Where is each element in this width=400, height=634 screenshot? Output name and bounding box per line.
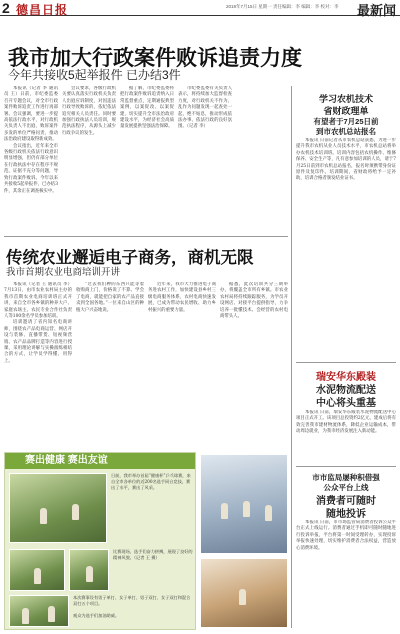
lead-paragraph: 会议指出，近年来全市各级行政机关依法行政意识明显增强，但仍有部分单位在行政执法中存在程序不规范、证据不充分等问题，导致行政案件败诉。今年以来共接收5起举报件，已办结3件，其余正在调查核实中。 bbox=[4, 143, 58, 194]
sidebar-top-title-3: 有望者于7月25日前 bbox=[313, 117, 379, 126]
second-paragraph: 本报讯（记者 王 通讯员 李）7月13日，由市农业农村局主办的我市首期农业电商培训班正式开讲，来自全市各乡镇的种养大户、家庭农场主、农民专业合作社负责人等100余名学员参加培训。 bbox=[4, 282, 72, 320]
second-column-4 bbox=[220, 282, 288, 448]
lead-paragraph: 本报讯（记者 李 通讯员 王）日前，市纪委监委召开专题会议，对全市行政案件败诉追责工作进行再部署。会议强调，要进一步提高依法行政水平，对行政机关负责人不出庭、败诉案件多发的单位严格问责，推动法治政府建设取得新成效。 bbox=[4, 86, 58, 143]
sidebar-bot-title-2: 公众平台上线 bbox=[323, 483, 369, 492]
person-figure bbox=[48, 606, 55, 622]
sidebar-divider-2 bbox=[296, 466, 396, 467]
lead-column-3 bbox=[120, 86, 174, 232]
sidebar-paragraph: 本报讯 日前，瑞安华东殿装水泥物流配送中心项目正式开工。该项目总投资约2亿元，建成后将有效完善我市建材物流体系，降低企业运输成本，带动周边就业，为我市经济发展注入新动能。 bbox=[296, 410, 396, 435]
lead-column-4 bbox=[178, 86, 232, 232]
second-column-1 bbox=[4, 282, 72, 448]
sidebar-top-body bbox=[296, 138, 396, 354]
person-figure bbox=[239, 589, 246, 605]
second-column-2 bbox=[76, 282, 144, 448]
second-paragraph: 据悉，此次培训共分三期举办，将覆盖全市所有乡镇。市农业农村局将持续跟踪服务，为学员开设网店、对接平台提供指导，力争培养一批懂技术、会经营的农村电商带头人。 bbox=[220, 282, 288, 320]
masthead bbox=[0, 0, 400, 16]
sidebar-divider bbox=[291, 86, 292, 628]
sidebar-mid-title-2: 水泥物流配送 bbox=[316, 385, 376, 396]
sidebar-mid-title-3: 中心将头重基 bbox=[316, 398, 376, 409]
person-figure bbox=[265, 505, 272, 521]
photo-caption-3: 本次赛事设有男子单打、女子单打、男子双打、女子双打和混合双打五个项目。 bbox=[73, 595, 191, 606]
person-figure bbox=[86, 566, 93, 582]
page-number: 2 bbox=[2, 0, 10, 16]
person-figure bbox=[40, 508, 47, 524]
section-divider bbox=[4, 236, 288, 237]
person-figure bbox=[221, 503, 228, 519]
sidebar-top-title-4: 到市农机总站报名 bbox=[316, 127, 376, 136]
sidebar-bot-title-1: 市市监局屡种积借强 bbox=[312, 473, 380, 482]
photo-6 bbox=[200, 558, 288, 628]
lead-paragraph: 会议要求，各级行政机关要认真落实行政机关负责人出庭应诉制度，对因违法行政导致败诉的，依纪依法追究相关人员责任。同时要加强行政执法人员培训，规范执法程序，从源头上减少行政争议的发生。 bbox=[62, 86, 116, 136]
person-figure bbox=[34, 568, 41, 584]
sidebar-top-title-2: 省财政理单 bbox=[323, 106, 369, 116]
photo-2 bbox=[9, 549, 65, 591]
photo-caption-4: 观众为选手们加油助威。 bbox=[73, 613, 120, 618]
sidebar-paragraph: 本报讯 日前记者从市农机总站获悉，为进一步提升我市农机从业人员技术水平，市农机总站将举办农机技术培训班。培训内容包括农机操作、维修保养、安全生产等，凡有意参加培训的人员，请于7月25日前到市农机总站报名，报名时须携带身份证原件及复印件。培训期间，省财政将给予一定补助，培训合格者颁发结业证书。 bbox=[296, 138, 396, 182]
lead-column-2 bbox=[62, 86, 116, 232]
lead-column-1 bbox=[4, 86, 58, 232]
photo-1 bbox=[9, 473, 107, 543]
photo-feature bbox=[4, 452, 196, 630]
sidebar-bot-title-4: 随地投诉 bbox=[326, 509, 366, 520]
photo-caption-1: 日前，我市举办首届“健康杯”乒乓球赛，来自全市各单位的近200名选手同台竞技，赛出了水平，赛出了风采。 bbox=[111, 473, 191, 490]
lead-subhead: 今年共接收5起举报件 已办结3件 bbox=[8, 68, 181, 82]
photo-banner: 赛出健康 赛出友谊 bbox=[5, 453, 195, 469]
section-name: 最新闻 bbox=[356, 3, 396, 18]
person-figure bbox=[22, 608, 29, 624]
sidebar-bot-body bbox=[296, 520, 396, 628]
lead-headline: 我市加大行政案件败诉追责力度 bbox=[8, 47, 302, 70]
second-column-3 bbox=[148, 282, 216, 448]
lead-paragraph: 市纪委监委有关负责人表示，将持续加大监督检查力度，对行政机关不作为、乱作为问题发现一起查处一起，绝不姑息，推动形成依法办事、依法行政的良好氛围。（记者 李） bbox=[178, 86, 232, 130]
person-figure bbox=[72, 504, 79, 520]
photo-3 bbox=[69, 549, 109, 591]
sidebar-bot-title-3: 消费者可随时 bbox=[316, 496, 376, 507]
sidebar-mid-body bbox=[296, 410, 396, 460]
paper-name: 德昌日报 bbox=[16, 3, 69, 17]
person-figure bbox=[243, 501, 250, 517]
photo-caption-2: 比赛现场，选手们奋力拼搏，展现了良好的精神风貌。（记者 王 摄） bbox=[113, 549, 193, 560]
second-subhead: 我市首期农业电商培训开讲 bbox=[6, 267, 121, 278]
sidebar-top-title-1: 学习农机技术 bbox=[318, 94, 373, 104]
second-paragraph: 近年来，我市大力推进电子商务进农村工作，加快建设县乡村三级电商服务体系，农村电商快速发展，已成为带动农民增收、助力乡村振兴的重要力量。 bbox=[148, 282, 216, 313]
sidebar-divider-1 bbox=[296, 362, 396, 363]
second-paragraph: “过去我们种的东西只能等着收购商上门，价格说了不算。学会了电商，就能把自家的农产品直接卖到全国各地。”一位来自山区的种植大户兴奋地说。 bbox=[76, 282, 144, 313]
second-paragraph: 培训邀请了省内知名电商讲师，围绕农产品电商运营、网店开设与装修、直播带货、短视频营销、农产品品牌打造等内容进行授课，采用理论讲解与实操演练相结合的方式，让学员学得懂、用得上。 bbox=[4, 320, 72, 364]
sidebar-paragraph: 本报讯 日前，市市场监管局消费者投诉公众平台正式上线运行。消费者通过手机即可随时随地进行投诉举报，平台将第一时间受理转办，实现投诉举报快速处理，切实维护消费者合法权益，营造放心消费环境。 bbox=[296, 520, 396, 551]
second-headline: 传统农业邂逅电子商务，商机无限 bbox=[6, 249, 254, 267]
sidebar-mid-title-1: 瑞安华东殿装 bbox=[316, 372, 376, 383]
photo-5 bbox=[200, 454, 288, 554]
lead-paragraph: 据了解，市纪委监委将把行政案件败诉追责纳入日常监督重点，定期通报典型案例，以案促改、以案促建，切实提升全市法治政府建设水平，为经济社会高质量发展提供坚强法治保障。 bbox=[120, 86, 174, 130]
photo-4 bbox=[9, 595, 69, 627]
masthead-meta: 2019年7月15日 星期一 责任编辑：李 编辑：李 校对：李 bbox=[226, 4, 339, 9]
